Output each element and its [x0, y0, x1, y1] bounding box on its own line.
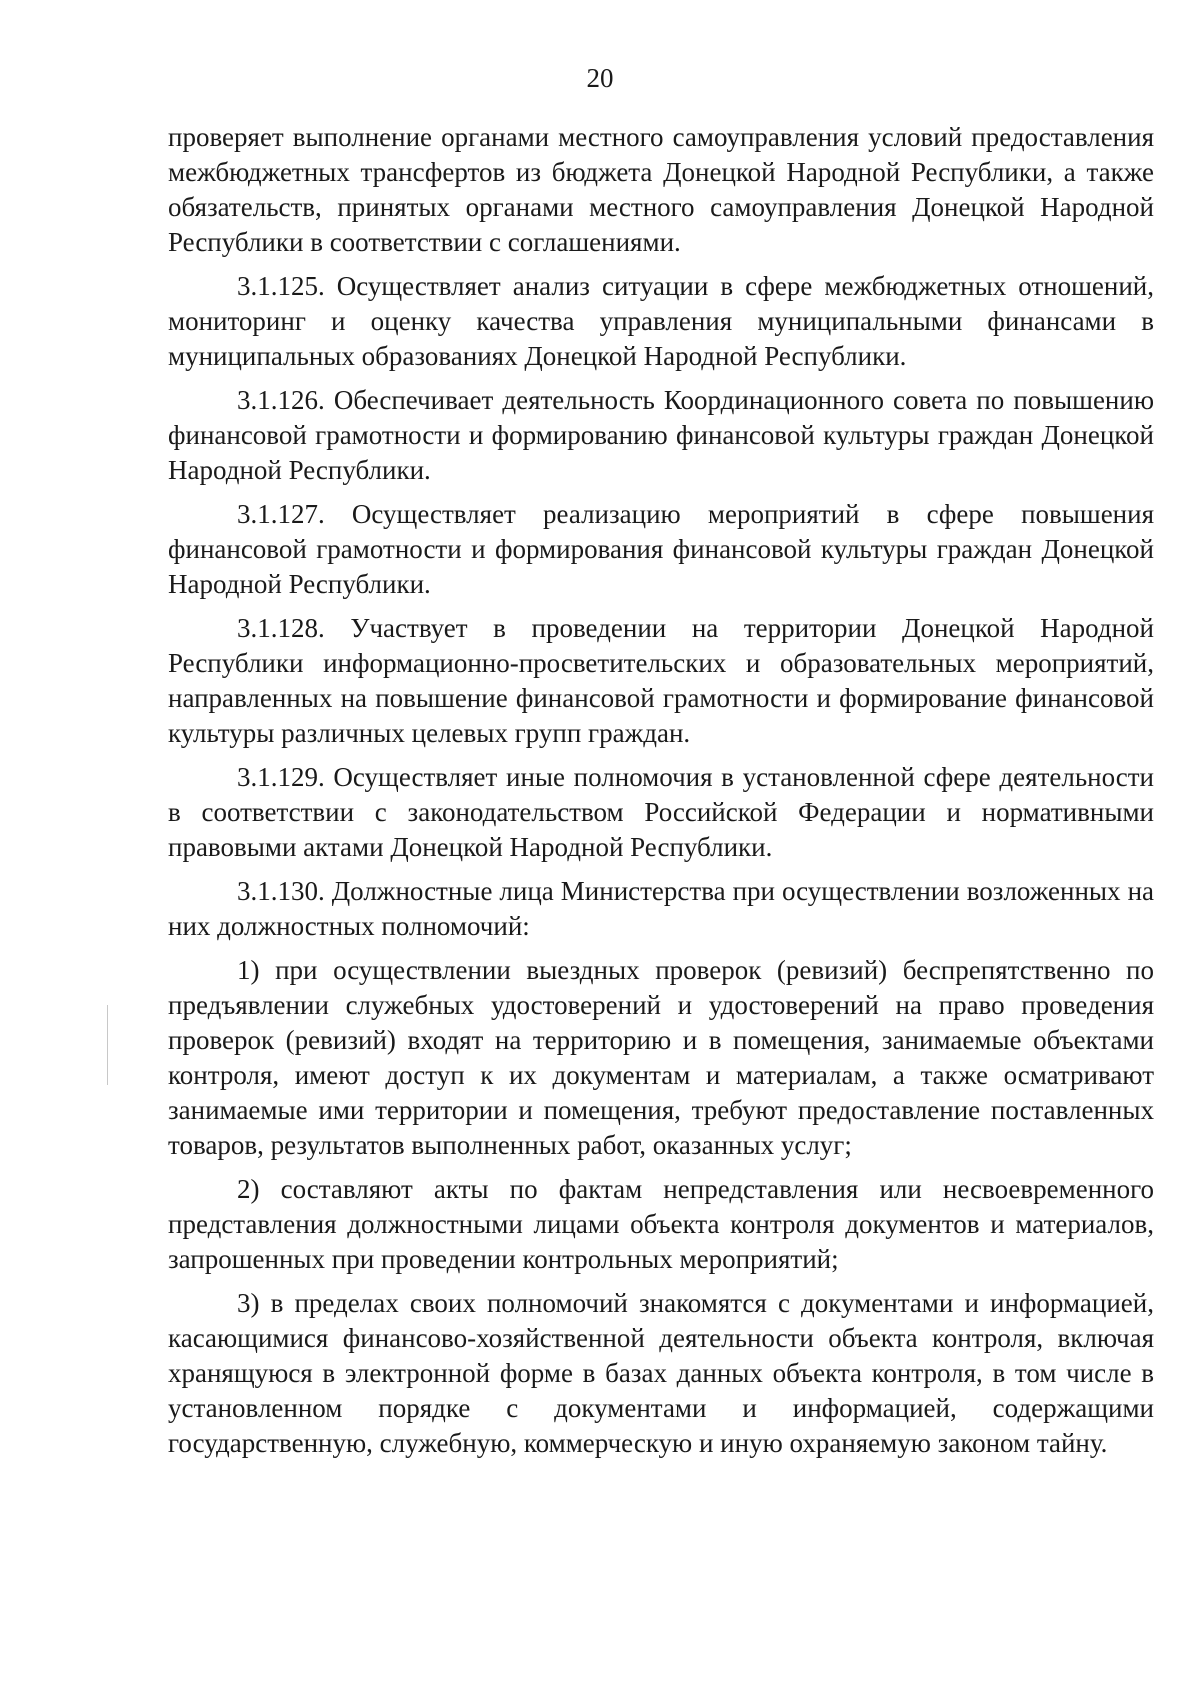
- paragraph-continuation: проверяет выполнение органами местного самоуправления условий предоставления межбюджетных трансфертов из бюджета Донецкой Народной Республики, а также обязательств, принятых органами местного самоуправления Донецкой Народной Республики в соответствии с соглашениями.: [168, 122, 1154, 257]
- scan-margin-mark: [107, 1005, 108, 1085]
- list-item-3: 3) в пределах своих полномочий знакомятся с документами и информацией, касающимися финансово-хозяйственной деятельности объекта контроля, включая хранящуюся в электронной форме в базах данных объекта контроля, в том числе в установленном порядке с документами и информацией, содержащими государственную, служебную, коммерческую и иную охраняемую законом тайну.: [168, 1288, 1154, 1458]
- paragraph-3-1-130: 3.1.130. Должностные лица Министерства при осуществлении возложенных на них должностных полномочий:: [168, 876, 1154, 941]
- page-number: 20: [586, 63, 614, 93]
- paragraph-3-1-127: 3.1.127. Осуществляет реализацию мероприятий в сфере повышения финансовой грамотности и формирования финансовой культуры граждан Донецкой Народной Республики.: [168, 499, 1154, 599]
- paragraph-3-1-125: 3.1.125. Осуществляет анализ ситуации в сфере межбюджетных отношений, мониторинг и оценку качества управления муниципальными финансами в муниципальных образованиях Донецкой Народной Республики.: [168, 271, 1154, 371]
- list-item-1: 1) при осуществлении выездных проверок (ревизий) беспрепятственно по предъявлении служебных удостоверений и удостоверений на право проведения проверок (ревизий) входят на территорию и в помещения, занимаемые объектами контроля, имеют доступ к их документам и материалам, а также осматривают занимаемые ими территории и помещения, требуют предоставление поставленных товаров, результатов выполненных работ, оказанных услуг;: [168, 955, 1154, 1160]
- paragraph-3-1-129: 3.1.129. Осуществляет иные полномочия в установленной сфере деятельности в соответствии с законодательством Российской Федерации и нормативными правовыми актами Донецкой Народной Республики.: [168, 762, 1154, 862]
- list-item-2: 2) составляют акты по фактам непредставления или несвоевременного представления должностными лицами объекта контроля документов и материалов, запрошенных при проведении контрольных мероприятий;: [168, 1174, 1154, 1274]
- paragraph-3-1-128: 3.1.128. Участвует в проведении на территории Донецкой Народной Республики информационно-просветительских и образовательных мероприятий, направленных на повышение финансовой грамотности и формирование финансовой культуры различных целевых групп граждан.: [168, 613, 1154, 748]
- paragraph-3-1-126: 3.1.126. Обеспечивает деятельность Координационного совета по повышению финансовой грамотности и формированию финансовой культуры граждан Донецкой Народной Республики.: [168, 385, 1154, 485]
- document-body: [168, 120, 1154, 1461]
